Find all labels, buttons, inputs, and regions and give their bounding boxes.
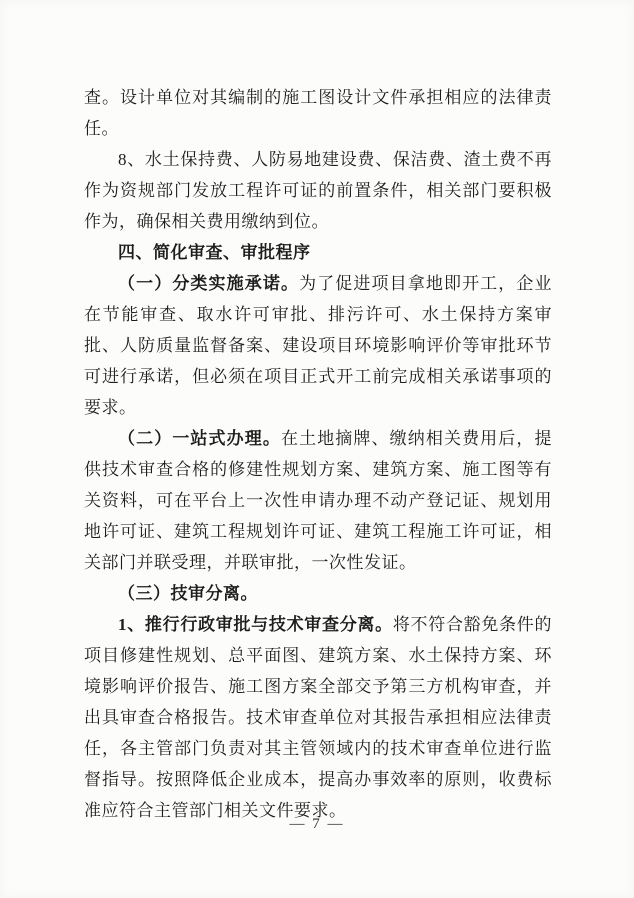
section-heading-text: 四、简化审查、审批程序 bbox=[118, 243, 311, 262]
document-content bbox=[84, 82, 552, 826]
page-number: — 7 — bbox=[289, 816, 345, 832]
section-heading bbox=[84, 237, 552, 268]
paragraph-lead-text: （一）分类实施承诺。 bbox=[118, 274, 300, 293]
paragraph-text: 将不符合豁免条件的项目修建性规划、总平面图、建筑方案、水土保持方案、环境影响评价报告、施工图方案全部交予第三方机构审查，并出具审查合格报告。技术审查单位对其报告承担相应法律责任，各主管部门负责对其主管领域内的技术审查单位进行监督指导。按照降低企业成本，提高办事效率的原则，收费标准应符合主管部门相关文件要求。 bbox=[84, 615, 553, 820]
page-footer bbox=[0, 816, 634, 833]
paragraph-text: 8、水土保持费、人防易地建设费、保洁费、渣土费不再作为资规部门发放工程许可证的前置条件，相关部门要积极作为，确保相关费用缴纳到位。 bbox=[84, 150, 552, 231]
paragraph-text: 在土地摘牌、缴纳相关费用后，提供技术审查合格的修建性规划方案、建筑方案、施工图等有关资料，可在平台上一次性申请办理不动产登记证、规划用地许可证、建筑工程规划许可证、建筑工程施工许可证，相关部门并联受理，并联审批，一次性发证。 bbox=[84, 429, 553, 572]
paragraph-one-stop-service bbox=[84, 423, 552, 578]
paragraph-text: 为了促进项目拿地即开工，企业在节能审查、取水许可审批、排污许可、水土保持方案审批、人防质量监督备案、建设项目环境影响评价等审批环节可进行承诺，但必须在项目正式开工前完成相关承诺事项的要求。 bbox=[84, 274, 553, 417]
paragraph-review-separation-heading bbox=[84, 578, 552, 609]
paragraph-classified-commitment bbox=[84, 268, 552, 423]
paragraph-text: 查。设计单位对其编制的施工图设计文件承担相应的法律责任。 bbox=[84, 88, 552, 138]
paragraph-lead-text: 1、推行行政审批与技术审查分离。 bbox=[118, 615, 393, 634]
paragraph-lead-text: （三）技审分离。 bbox=[118, 584, 258, 603]
paragraph-lead-text: （二）一站式办理。 bbox=[118, 429, 281, 448]
paragraph-admin-technical-separation bbox=[84, 609, 552, 826]
paragraph-item-8 bbox=[84, 144, 552, 237]
paragraph-continuation bbox=[84, 82, 552, 144]
